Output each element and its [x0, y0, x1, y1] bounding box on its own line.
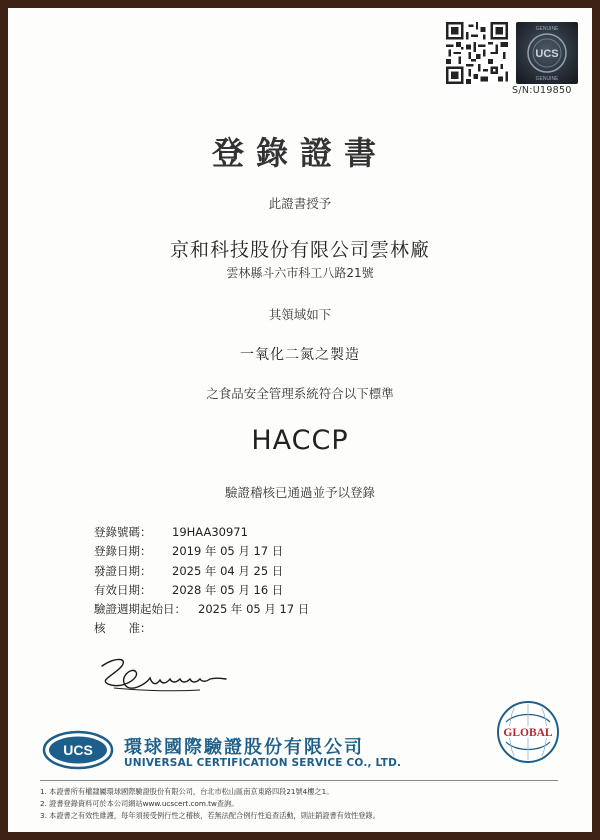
- ucs-logo-icon: [42, 730, 114, 770]
- certificate-details: [94, 524, 309, 640]
- serial-number: S/N:U19850: [512, 85, 572, 96]
- detail-label: 發證日期：: [94, 563, 152, 578]
- detail-value: 2025 年 04 月 25 日: [172, 563, 284, 578]
- hologram-band-text: GENUINE: [535, 26, 559, 32]
- footer-note: 1. 本證書所有權隸屬環球國際驗證股份有限公司，台北市松山區南京東路四段21號4樓之1。: [40, 787, 334, 796]
- conformity-statement: 之食品安全管理系統符合以下標準: [206, 386, 394, 401]
- footer-note: 3. 本證書之有效性維護，每年須接受例行性之稽核，若無法配合例行性追查活動，則註銷證書有效性登錄。: [40, 811, 380, 820]
- hologram-band-text-bottom: GENUINE: [535, 76, 559, 82]
- detail-row: [94, 563, 309, 582]
- detail-value: 19HAA30971: [172, 525, 248, 539]
- verification-statement: 驗證稽核已通過並予以登錄: [224, 485, 375, 500]
- detail-value: 2025 年 05 月 17 日: [198, 602, 310, 617]
- detail-label: 驗證週期起始日：: [94, 602, 186, 617]
- detail-label: 登錄號碼：: [94, 525, 152, 539]
- certification-scope: 一氧化二氮之製造: [240, 347, 360, 363]
- scope-intro: 其領域如下: [268, 307, 332, 322]
- hologram-text: UCS: [535, 48, 559, 60]
- issuer-name: 環球國際驗證股份有限公司: [124, 737, 364, 758]
- detail-row: [94, 582, 309, 601]
- certificate-title: 登錄證書: [211, 134, 388, 172]
- detail-row: [94, 524, 309, 543]
- company-name: 京和科技股份有限公司雲林廠: [169, 239, 430, 261]
- hologram-seal-icon: [516, 22, 578, 84]
- global-seal-text: GLOBAL: [503, 727, 553, 739]
- footer-notes: [40, 786, 560, 822]
- detail-label: 核 准：: [94, 621, 152, 636]
- detail-row: [94, 601, 309, 620]
- signature-icon: [96, 648, 236, 698]
- certified-standard: HACCP: [251, 425, 349, 456]
- granted-to-label: 此證書授予: [268, 196, 332, 211]
- detail-row: [94, 543, 309, 562]
- detail-row: [94, 620, 309, 639]
- footer-divider: [40, 780, 558, 781]
- qr-code-icon[interactable]: [446, 22, 508, 84]
- ucs-logo-text: UCS: [63, 742, 93, 758]
- detail-value: 2028 年 05 月 16 日: [172, 582, 284, 597]
- detail-value: 2019 年 05 月 17 日: [172, 544, 284, 559]
- detail-label: 登錄日期：: [94, 544, 152, 559]
- company-address: 雲林縣斗六市科工八路21號: [226, 266, 374, 280]
- global-seal-icon: [496, 700, 560, 764]
- detail-label: 有效日期：: [94, 582, 152, 597]
- issuer-name-english: UNIVERSAL CERTIFICATION SERVICE CO., LTD.: [124, 757, 402, 769]
- footer-note: 2. 證書登錄資料可於本公司網站www.ucscert.com.tw查詢。: [40, 799, 239, 808]
